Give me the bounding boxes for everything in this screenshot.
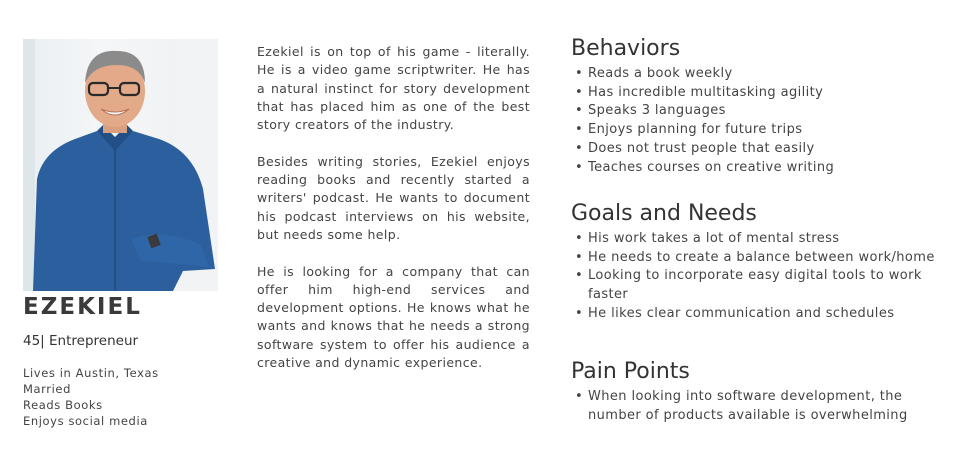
fact-item: Reads Books: [23, 398, 103, 412]
behaviors-heading: Behaviors: [571, 36, 681, 61]
behavior-item: • Does not trust people that easily: [571, 140, 946, 159]
fact-item: Lives in Austin, Texas: [23, 366, 159, 380]
fact-item: Enjoys social media: [23, 414, 148, 428]
persona-role: 45| Entrepreneur: [23, 333, 139, 349]
behaviors-list: [571, 65, 946, 177]
behavior-item: • Enjoys planning for future trips: [571, 121, 946, 140]
goals-list: [571, 230, 946, 324]
persona-photo: [23, 39, 218, 291]
persona-name: EZEKIEL: [23, 294, 142, 320]
fact-item: Married: [23, 382, 71, 396]
pain-point-item: • When looking into software development, the number of products available is overwhelming: [571, 388, 946, 425]
goals-section: [571, 201, 946, 324]
goal-item: • He likes clear communication and schedules: [571, 305, 946, 324]
bio-paragraph: Ezekiel is on top of his game - literally. He is a video game scriptwriter. He has a natural instinct for story development that has placed him as one of the best story creators of the industry.: [257, 44, 530, 133]
behavior-item: • Teaches courses on creative writing: [571, 159, 946, 178]
bio-paragraph: He is looking for a company that can offer him high-end services and development options. He knows what he wants and knows that he needs a strong software system to offer his audience a creative and dynamic experience.: [257, 263, 530, 371]
goal-item: • He needs to create a balance between work/home: [571, 249, 946, 268]
pain-points-section: [571, 359, 946, 425]
goals-heading: Goals and Needs: [571, 201, 757, 226]
bio-paragraph: Besides writing stories, Ezekiel enjoys reading books and recently started a writers' podcast. He wants to document his podcast interviews on his website, but needs some help.: [257, 153, 530, 242]
persona-facts: [23, 365, 159, 429]
pain-points-list: [571, 388, 946, 425]
behavior-item: • Has incredible multitasking agility: [571, 84, 946, 103]
pain-points-heading: Pain Points: [571, 359, 690, 384]
behaviors-section: [571, 36, 946, 177]
goal-item: • Looking to incorporate easy digital tools to work faster: [571, 267, 946, 304]
persona-bio: [257, 43, 530, 391]
goal-item: • His work takes a lot of mental stress: [571, 230, 946, 249]
behavior-item: • Speaks 3 languages: [571, 102, 946, 121]
behavior-item: • Reads a book weekly: [571, 65, 946, 84]
